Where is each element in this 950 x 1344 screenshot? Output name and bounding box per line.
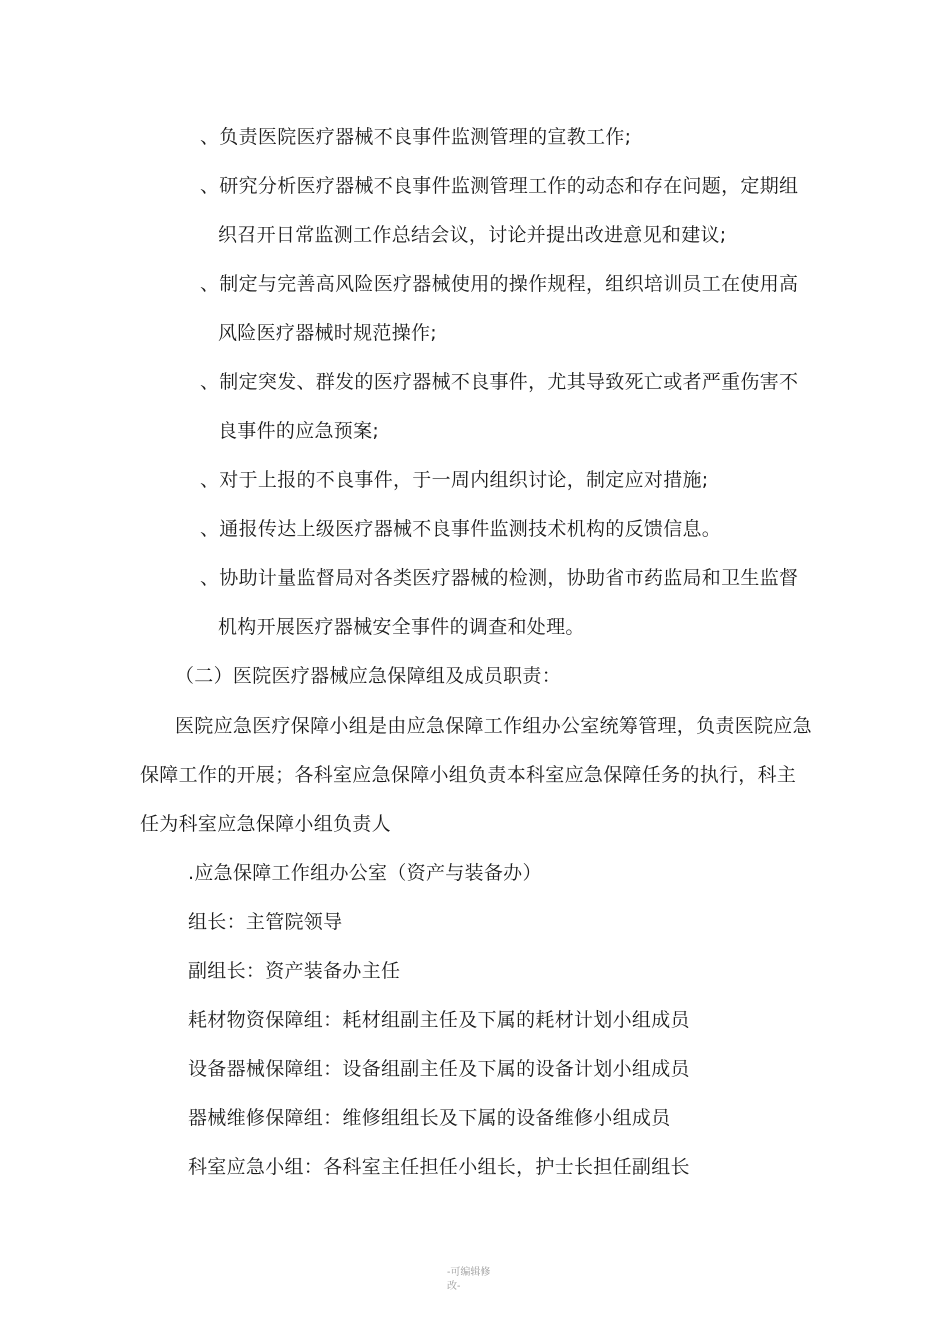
paragraph-line-3: 任为科室应急保障小组负责人 xyxy=(140,813,391,835)
text-line-9: 、通报传达上级医疗器械不良事件监测技术机构的反馈信息。 xyxy=(200,518,722,540)
footer-line-1: -可编辑修 xyxy=(447,1267,491,1278)
text-line-6: 、制定突发、群发的医疗器械不良事件，尤其导致死亡或者严重伤害不 xyxy=(200,371,799,393)
text-line-4: 、制定与完善高风险医疗器械使用的操作规程，组织培训员工在使用高 xyxy=(200,273,799,295)
maintenance-group-line: 器械维修保障组：维修组组长及下属的设备维修小组成员 xyxy=(188,1107,671,1129)
text-line-5: 风险医疗器械时规范操作; xyxy=(218,322,438,344)
department-group-line: 科室应急小组：各科室主任担任小组长，护士长担任副组长 xyxy=(188,1156,690,1178)
paragraph-line-1: 医院应急医疗保障小组是由应急保障工作组办公室统筹管理，负责医院应急 xyxy=(175,715,812,737)
leader-line: 组长：主管院领导 xyxy=(188,911,343,933)
text-line-2: 、研究分析医疗器械不良事件监测管理工作的动态和存在问题，定期组 xyxy=(200,175,799,197)
consumables-group-line: 耗材物资保障组：耗材组副主任及下属的耗材计划小组成员 xyxy=(188,1009,690,1031)
text-line-11: 机构开展医疗器械安全事件的调查和处理。 xyxy=(218,616,585,638)
text-line-10: 、协助计量监督局对各类医疗器械的检测，协助省市药监局和卫生监督 xyxy=(200,567,799,589)
text-line-3: 织召开日常监测工作总结会议，讨论并提出改进意见和建议; xyxy=(218,224,727,246)
section-heading: （二）医院医疗器械应急保障组及成员职责： xyxy=(175,665,562,687)
equipment-group-line: 设备器械保障组：设备组副主任及下属的设备计划小组成员 xyxy=(188,1058,690,1080)
text-line-7: 良事件的应急预案; xyxy=(218,420,380,442)
paragraph-line-2: 保障工作的开展；各科室应急保障小组负责本科室应急保障任务的执行，科主 xyxy=(140,764,797,786)
text-line-8: 、对于上报的不良事件，于一周内组织讨论，制定应对措施; xyxy=(200,469,709,491)
footer-line-2: 改- xyxy=(447,1281,461,1292)
deputy-leader-line: 副组长：资产装备办主任 xyxy=(188,960,401,982)
text-line-1: 、负责医院医疗器械不良事件监测管理的宣教工作; xyxy=(200,126,632,148)
office-heading: .应急保障工作组办公室（资产与装备办） xyxy=(188,862,542,884)
